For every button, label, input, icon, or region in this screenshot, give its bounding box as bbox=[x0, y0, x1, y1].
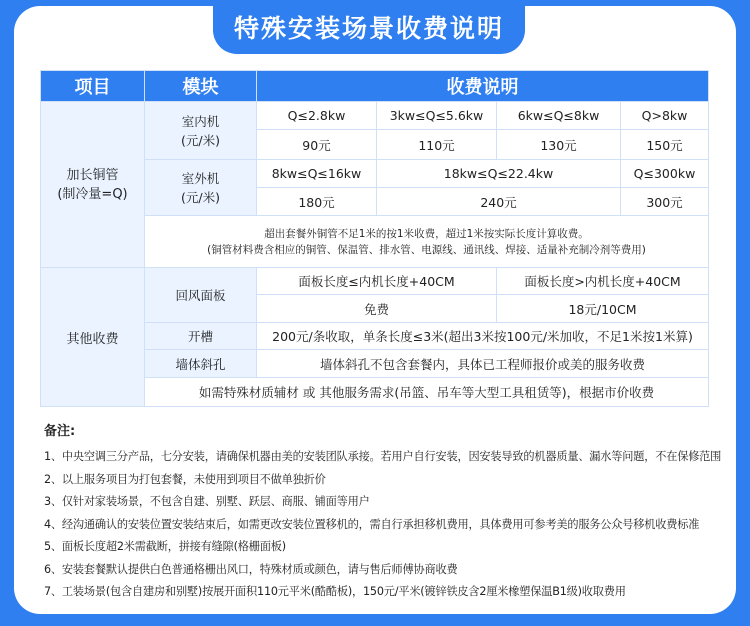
outdoor-price: 300元 bbox=[621, 188, 709, 216]
indoor-range: 6kw≤Q≤8kw bbox=[497, 102, 621, 130]
remark-item: 7、工装场景(包含自建房和别墅)按展开面积110元平米(酷酷板)，150元/平米(镀锌铁皮含2厘米橡塑保温B1级)收取费用 bbox=[44, 585, 626, 598]
outdoor-price: 240元 bbox=[377, 188, 621, 216]
table-header-row bbox=[41, 71, 709, 102]
remark-item: 2、以上服务项目为打包套餐，未使用到项目不做单独折价 bbox=[44, 472, 326, 486]
slot-label: 开槽 bbox=[145, 323, 257, 350]
remark-item: 6、安装套餐默认提供白色普通格栅出风口，特殊材质或颜色，请与售后师傅协商收费 bbox=[44, 562, 458, 576]
slot-desc: 200元/条收取，单条长度≤3米(超出3米按100元/米加收，不足1米按1米算) bbox=[257, 323, 709, 350]
indoor-label: 室内机 (元/米) bbox=[145, 102, 257, 160]
remark-item: 3、仅针对家装场景，不包含自建、别墅、跃层、商服、铺面等用户 bbox=[44, 495, 370, 508]
outdoor-label: 室外机 (元/米) bbox=[145, 160, 257, 216]
extra-service-note: 如需特殊材质辅材 或 其他服务需求(吊篮、吊车等大型工具租赁等)，根据市价收费 bbox=[145, 378, 709, 407]
remarks-title: 备注: bbox=[44, 424, 76, 439]
table-row bbox=[41, 268, 709, 295]
remarks-section bbox=[44, 420, 724, 604]
outdoor-range: Q≤300kw bbox=[621, 160, 709, 188]
indoor-price: 90元 bbox=[257, 130, 377, 160]
table-row bbox=[41, 102, 709, 130]
vent-price: 免费 bbox=[257, 295, 497, 323]
copper-notes bbox=[145, 216, 709, 268]
indoor-price: 150元 bbox=[621, 130, 709, 160]
vent-condition: 面板长度>内机长度+40CM bbox=[497, 268, 709, 295]
vent-condition: 面板长度≤内机长度+40CM bbox=[257, 268, 497, 295]
indoor-price: 130元 bbox=[497, 130, 621, 160]
copper-item-label: 加长铜管 (制冷量=Q) bbox=[41, 102, 145, 268]
indoor-range: 3kw≤Q≤5.6kw bbox=[377, 102, 497, 130]
remark-item: 4、经沟通确认的安装位置安装结束后，如需更改安装位置移机的，需自行承担移机费用，具体费用可参考美的服务公众号移机收费标准 bbox=[44, 517, 700, 531]
header-module: 模块 bbox=[145, 71, 257, 102]
fee-table bbox=[40, 70, 709, 407]
remark-item: 5、面板长度超2米需截断，拼接有缝隙(格栅面板) bbox=[44, 540, 286, 553]
indoor-price: 110元 bbox=[377, 130, 497, 160]
outdoor-price: 180元 bbox=[257, 188, 377, 216]
hole-desc: 墙体斜孔不包含套餐内，具体已工程师报价或美的服务收费 bbox=[257, 350, 709, 378]
remark-item: 1、中央空调三分产品，七分安装，请确保机器由美的安装团队承接。若用户自行安装，因安装导致的机器质量、漏水等问题，不在保修范围 bbox=[44, 450, 722, 463]
page-title: 特殊安装场景收费说明 bbox=[213, 6, 525, 54]
indoor-range: Q≤2.8kw bbox=[257, 102, 377, 130]
indoor-range: Q>8kw bbox=[621, 102, 709, 130]
other-item-label: 其他收费 bbox=[41, 268, 145, 407]
hole-label: 墙体斜孔 bbox=[145, 350, 257, 378]
header-item: 项目 bbox=[41, 71, 145, 102]
outdoor-range: 8kw≤Q≤16kw bbox=[257, 160, 377, 188]
copper-note-1: 超出套餐外铜管不足1米的按1米收费，超过1米按实际长度计算收费。 bbox=[264, 227, 589, 240]
header-fee: 收费说明 bbox=[257, 71, 709, 102]
vent-label: 回风面板 bbox=[145, 268, 257, 323]
copper-note-2: (铜管材料费含相应的铜管、保温管、排水管、电源线、通讯线、焊接、适量补充制冷剂等费用) bbox=[207, 243, 646, 256]
outdoor-range: 18kw≤Q≤22.4kw bbox=[377, 160, 621, 188]
vent-price: 18元/10CM bbox=[497, 295, 709, 323]
